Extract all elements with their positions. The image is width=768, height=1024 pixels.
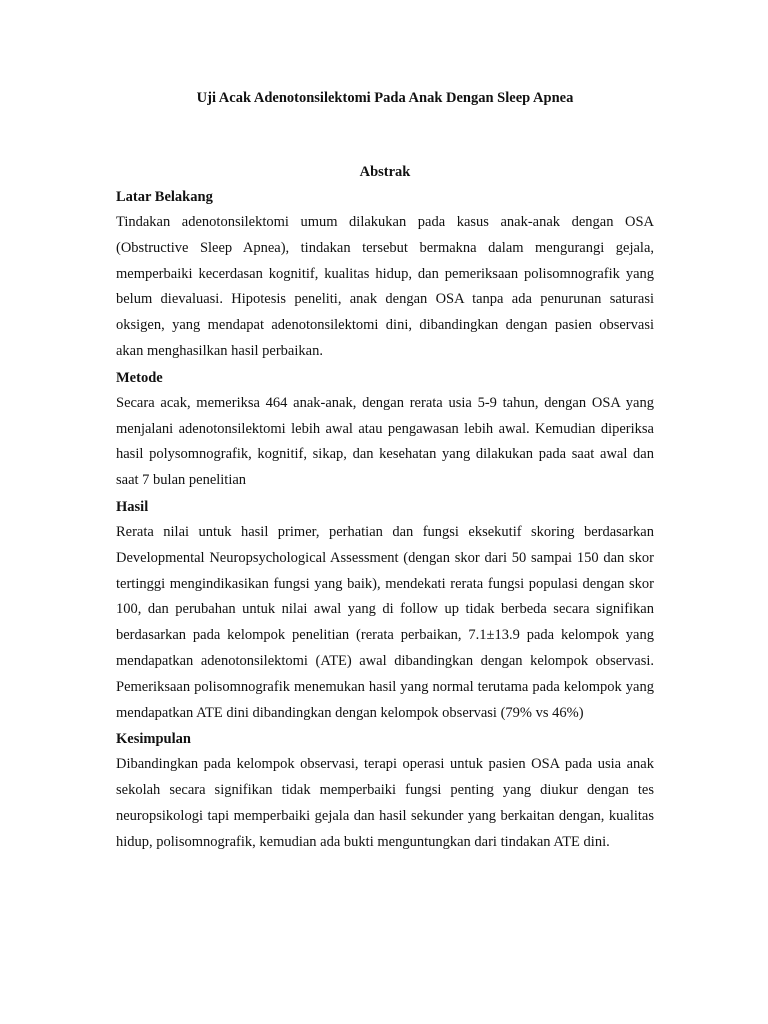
- section-text-kesimpulan: Dibandingkan pada kelompok observasi, terapi operasi untuk pasien OSA pada usia anak sekolah secara signifikan tidak memperbaiki fungsi penting yang diukur dengan tes neuropsikologi tapi memperbaiki gejala dan hasil sekunder yang berkaitan dengan, kualitas hidup, polisomnografik, kemudian ada bukti menguntungkan dari tindakan ATE dini.: [116, 756, 654, 850]
- document-title: Uji Acak Adenotonsilektomi Pada Anak Dengan Sleep Apnea: [196, 90, 574, 106]
- section-heading-metode: Metode: [116, 369, 163, 386]
- section-heading-kesimpulan: Kesimpulan: [116, 731, 191, 748]
- section-heading-latar-belakang: Latar Belakang: [116, 189, 213, 205]
- section-text-metode: Secara acak, memeriksa 464 anak-anak, dengan rerata usia 5-9 tahun, dengan OSA yang menjalani adenotonsilektomi lebih awal atau pengawasan lebih awal. Kemudian diperiksa hasil polysomnografik, kognitif, sikap, dan kesehatan yang dilakukan pada saat awal dan saat 7 bulan penelitian: [116, 394, 654, 489]
- section-heading-hasil: Hasil: [116, 498, 149, 515]
- abstract-body: [116, 184, 654, 856]
- section-text-hasil: Rerata nilai untuk hasil primer, perhatian dan fungsi eksekutif skoring berdasarkan Developmental Neuropsychological Assessment (dengan skor dari 50 sampai 150 dan skor tertinggi mengindikasikan fungsi yang baik), mendekati rerata fungsi populasi dengan skor 100, dan perubahan untuk nilai awal yang di follow up tidak berbeda secara signifikan berdasarkan pada kelompok penelitian (rerata perbaikan, 7.1±13.9 pada kelompok yang mendapatkan adenotonsilektomi (ATE) awal dibandingkan dengan kelompok observasi. Pemeriksaan polisomnografik menemukan hasil yang normal terutama pada kelompok yang mendapatkan ATE dini dibandingkan dengan kelompok observasi (79% vs 46%): [116, 523, 654, 721]
- section-text-latar-belakang: Tindakan adenotonsilektomi umum dilakukan pada kasus anak-anak dengan OSA (Obstructive Sleep Apnea), tindakan tersebut bermakna dalam mengurangi gejala, memperbaiki kecerdasan kognitif, kualitas hidup, dan pemeriksaan polisomnografik yang belum dievaluasi. Hipotesis peneliti, anak dengan OSA tanpa ada penurunan saturasi oksigen, yang mendapat adenotonsilektomi dini, dibandingkan dengan pasien observasi akan menghasilkan hasil perbaikan.: [116, 214, 654, 359]
- abstract-heading: Abstrak: [359, 164, 411, 180]
